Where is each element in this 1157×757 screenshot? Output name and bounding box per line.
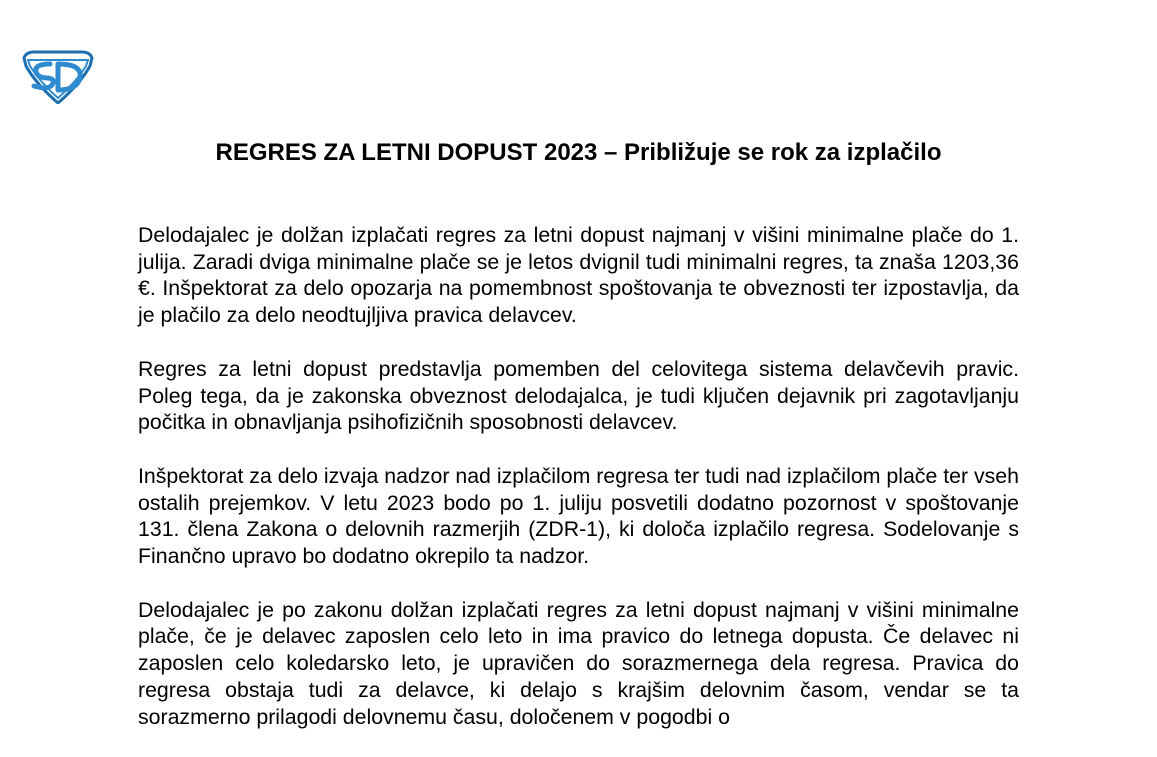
document-title: REGRES ZA LETNI DOPUST 2023 – Približuje se rok za izplačilo — [215, 139, 942, 166]
sd-shield-logo-icon — [20, 48, 96, 104]
document-body — [138, 222, 1019, 757]
paragraph-3: Inšpektorat za delo izvaja nadzor nad izplačilom regresa ter tudi nad izplačilom plače ter vseh ostalih prejemkov. V letu 2023 bodo po 1. juliju posvetili dodatno pozornost v spoštovanje 131. člena Zakona o delovnih razmerjih (ZDR-1), ki določa izplačilo regresa. Sodelovanje s Finančno upravo bo dodatno okrepilo ta nadzor. — [138, 463, 1019, 569]
paragraph-2: Regres za letni dopust predstavlja pomemben del celovitega sistema delavčevih pravic. Poleg tega, da je zakonska obveznost delodajalca, je tudi ključen dejavnik pri zagotavljanju počitka in obnavljanja psihofizičnih sposobnosti delavcev. — [138, 356, 1019, 435]
paragraph-4: Delodajalec je po zakonu dolžan izplačati regres za letni dopust najmanj v višini minimalne plače, če je delavec zaposlen celo leto in ima pravico do letnega dopusta. Če delavec ni zaposlen celo koledarsko leto, je upravičen do sorazmernega dela regresa. Pravica do regresa obstaja tudi za delavce, ki delajo s krajšim delovnim časom, vendar se ta sorazmerno prilagodi delovnemu času, določenem v pogodbi o — [138, 597, 1019, 729]
paragraph-1: Delodajalec je dolžan izplačati regres za letni dopust najmanj v višini minimalne plače do 1. julija. Zaradi dviga minimalne plače se je letos dvignil tudi minimalni regres, ta znaša 1203,36 €. Inšpektorat za delo opozarja na pomembnost spoštovanja te obveznosti ter izpostavlja, da je plačilo za delo neodtujljiva pravica delavcev. — [138, 223, 1019, 328]
